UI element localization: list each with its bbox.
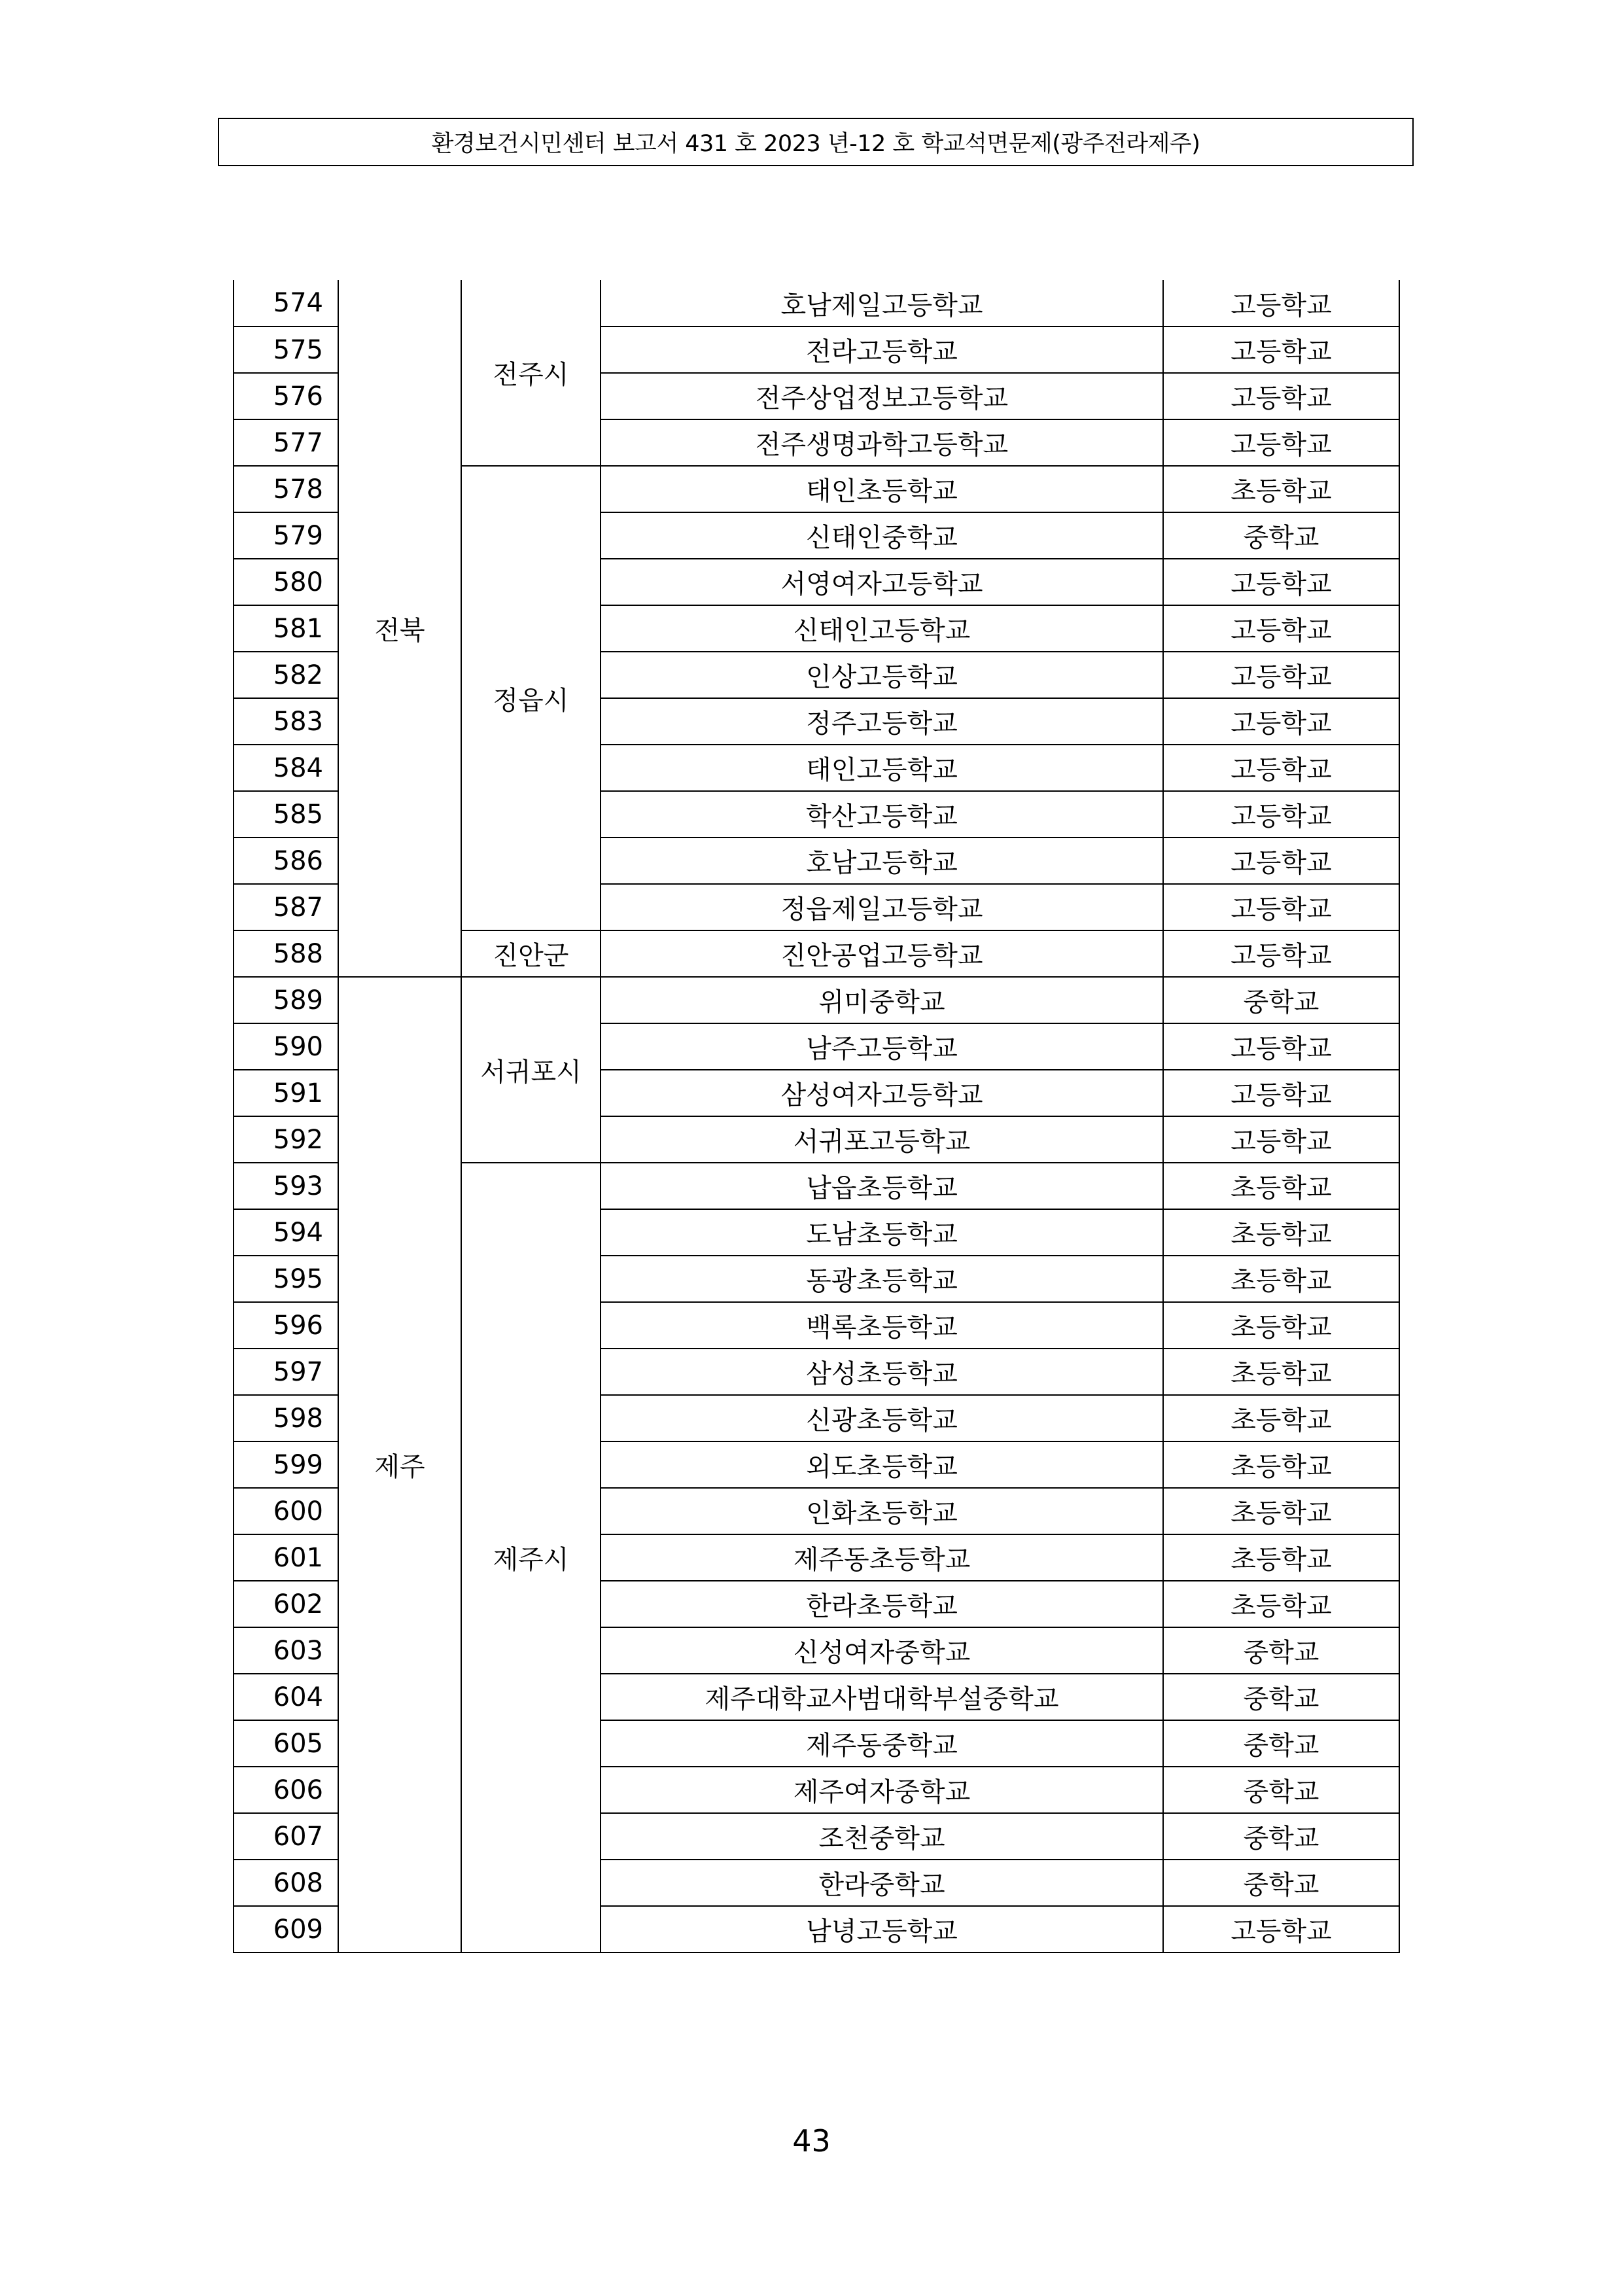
school-type-cell: 중학교 <box>1163 977 1399 1023</box>
row-number-cell: 577 <box>234 419 338 466</box>
school-type-cell: 중학교 <box>1163 512 1399 559</box>
school-table <box>233 280 1400 1953</box>
school-name-cell: 호남고등학교 <box>601 838 1163 884</box>
school-name-cell: 도남초등학교 <box>601 1209 1163 1256</box>
row-number-cell: 599 <box>234 1441 338 1488</box>
page-number: 43 <box>792 2123 831 2159</box>
school-name-cell: 태인고등학교 <box>601 745 1163 791</box>
row-number-cell: 592 <box>234 1116 338 1163</box>
school-name-cell: 백록초등학교 <box>601 1302 1163 1349</box>
row-number-cell: 603 <box>234 1627 338 1674</box>
school-name-cell: 제주대학교사범대학부설중학교 <box>601 1674 1163 1720</box>
school-name-cell: 한라초등학교 <box>601 1581 1163 1627</box>
school-type-cell: 고등학교 <box>1163 838 1399 884</box>
report-header <box>218 118 1414 166</box>
row-number-cell: 590 <box>234 1023 338 1070</box>
school-type-cell: 고등학교 <box>1163 791 1399 838</box>
school-type-cell: 고등학교 <box>1163 605 1399 652</box>
row-number-cell: 605 <box>234 1720 338 1767</box>
school-name-cell: 납읍초등학교 <box>601 1163 1163 1209</box>
row-number-cell: 607 <box>234 1813 338 1860</box>
school-type-cell: 초등학교 <box>1163 1209 1399 1256</box>
row-number-cell: 579 <box>234 512 338 559</box>
row-number-cell: 602 <box>234 1581 338 1627</box>
district-cell: 전주시 <box>461 280 601 466</box>
school-table-body <box>234 280 1399 1952</box>
school-type-cell: 초등학교 <box>1163 1488 1399 1534</box>
row-number-cell: 593 <box>234 1163 338 1209</box>
school-type-cell: 고등학교 <box>1163 745 1399 791</box>
school-type-cell: 고등학교 <box>1163 419 1399 466</box>
district-cell: 서귀포시 <box>461 977 601 1163</box>
school-type-cell: 고등학교 <box>1163 280 1399 327</box>
school-name-cell: 전주상업정보고등학교 <box>601 373 1163 419</box>
school-name-cell: 제주여자중학교 <box>601 1767 1163 1813</box>
school-name-cell: 신태인중학교 <box>601 512 1163 559</box>
row-number-cell: 576 <box>234 373 338 419</box>
district-cell: 정읍시 <box>461 466 601 930</box>
school-type-cell: 고등학교 <box>1163 1906 1399 1952</box>
school-name-cell: 외도초등학교 <box>601 1441 1163 1488</box>
school-name-cell: 삼성여자고등학교 <box>601 1070 1163 1116</box>
school-name-cell: 조천중학교 <box>601 1813 1163 1860</box>
row-number-cell: 591 <box>234 1070 338 1116</box>
school-name-cell: 신성여자중학교 <box>601 1627 1163 1674</box>
school-name-cell: 제주동초등학교 <box>601 1534 1163 1581</box>
school-type-cell: 초등학교 <box>1163 1395 1399 1441</box>
school-type-cell: 초등학교 <box>1163 1163 1399 1209</box>
row-number-cell: 586 <box>234 838 338 884</box>
school-type-cell: 고등학교 <box>1163 1116 1399 1163</box>
school-name-cell: 정주고등학교 <box>601 698 1163 745</box>
school-type-cell: 고등학교 <box>1163 327 1399 373</box>
row-number-cell: 581 <box>234 605 338 652</box>
school-name-cell: 진안공업고등학교 <box>601 930 1163 977</box>
row-number-cell: 583 <box>234 698 338 745</box>
row-number-cell: 600 <box>234 1488 338 1534</box>
school-name-cell: 신광초등학교 <box>601 1395 1163 1441</box>
school-type-cell: 초등학교 <box>1163 1534 1399 1581</box>
school-type-cell: 고등학교 <box>1163 1023 1399 1070</box>
school-type-cell: 고등학교 <box>1163 652 1399 698</box>
row-number-cell: 595 <box>234 1256 338 1302</box>
row-number-cell: 589 <box>234 977 338 1023</box>
school-name-cell: 신태인고등학교 <box>601 605 1163 652</box>
school-name-cell: 서영여자고등학교 <box>601 559 1163 605</box>
row-number-cell: 598 <box>234 1395 338 1441</box>
school-name-cell: 위미중학교 <box>601 977 1163 1023</box>
district-cell: 제주시 <box>461 1163 601 1952</box>
row-number-cell: 608 <box>234 1860 338 1906</box>
row-number-cell: 587 <box>234 884 338 930</box>
school-type-cell: 중학교 <box>1163 1674 1399 1720</box>
row-number-cell: 597 <box>234 1349 338 1395</box>
table-row <box>234 280 1399 327</box>
row-number-cell: 580 <box>234 559 338 605</box>
school-name-cell: 한라중학교 <box>601 1860 1163 1906</box>
row-number-cell: 575 <box>234 327 338 373</box>
school-name-cell: 남녕고등학교 <box>601 1906 1163 1952</box>
school-type-cell: 초등학교 <box>1163 1302 1399 1349</box>
row-number-cell: 578 <box>234 466 338 512</box>
school-type-cell: 중학교 <box>1163 1767 1399 1813</box>
school-name-cell: 남주고등학교 <box>601 1023 1163 1070</box>
school-type-cell: 초등학교 <box>1163 1256 1399 1302</box>
school-type-cell: 고등학교 <box>1163 1070 1399 1116</box>
school-name-cell: 전주생명과학고등학교 <box>601 419 1163 466</box>
school-type-cell: 초등학교 <box>1163 1441 1399 1488</box>
school-name-cell: 태인초등학교 <box>601 466 1163 512</box>
row-number-cell: 574 <box>234 280 338 327</box>
school-name-cell: 삼성초등학교 <box>601 1349 1163 1395</box>
school-name-cell: 인상고등학교 <box>601 652 1163 698</box>
school-name-cell: 학산고등학교 <box>601 791 1163 838</box>
school-type-cell: 고등학교 <box>1163 884 1399 930</box>
region-cell: 제주 <box>338 977 461 1952</box>
row-number-cell: 588 <box>234 930 338 977</box>
school-type-cell: 고등학교 <box>1163 930 1399 977</box>
school-type-cell: 중학교 <box>1163 1720 1399 1767</box>
row-number-cell: 594 <box>234 1209 338 1256</box>
school-type-cell: 초등학교 <box>1163 466 1399 512</box>
school-type-cell: 초등학교 <box>1163 1349 1399 1395</box>
row-number-cell: 601 <box>234 1534 338 1581</box>
report-header-title: 환경보건시민센터 보고서 431 호 2023 년-12 호 학교석면문제(광주전라제주) <box>431 131 1200 157</box>
row-number-cell: 584 <box>234 745 338 791</box>
school-name-cell: 제주동중학교 <box>601 1720 1163 1767</box>
district-cell: 진안군 <box>461 930 601 977</box>
school-name-cell: 전라고등학교 <box>601 327 1163 373</box>
school-type-cell: 고등학교 <box>1163 698 1399 745</box>
row-number-cell: 606 <box>234 1767 338 1813</box>
school-type-cell: 고등학교 <box>1163 559 1399 605</box>
school-type-cell: 중학교 <box>1163 1813 1399 1860</box>
school-name-cell: 호남제일고등학교 <box>601 280 1163 327</box>
region-cell: 전북 <box>338 280 461 977</box>
school-name-cell: 동광초등학교 <box>601 1256 1163 1302</box>
school-type-cell: 중학교 <box>1163 1860 1399 1906</box>
school-type-cell: 초등학교 <box>1163 1581 1399 1627</box>
school-type-cell: 중학교 <box>1163 1627 1399 1674</box>
row-number-cell: 604 <box>234 1674 338 1720</box>
row-number-cell: 585 <box>234 791 338 838</box>
table-row <box>234 977 1399 1023</box>
school-name-cell: 서귀포고등학교 <box>601 1116 1163 1163</box>
school-name-cell: 인화초등학교 <box>601 1488 1163 1534</box>
school-name-cell: 정읍제일고등학교 <box>601 884 1163 930</box>
row-number-cell: 596 <box>234 1302 338 1349</box>
school-type-cell: 고등학교 <box>1163 373 1399 419</box>
row-number-cell: 609 <box>234 1906 338 1952</box>
row-number-cell: 582 <box>234 652 338 698</box>
